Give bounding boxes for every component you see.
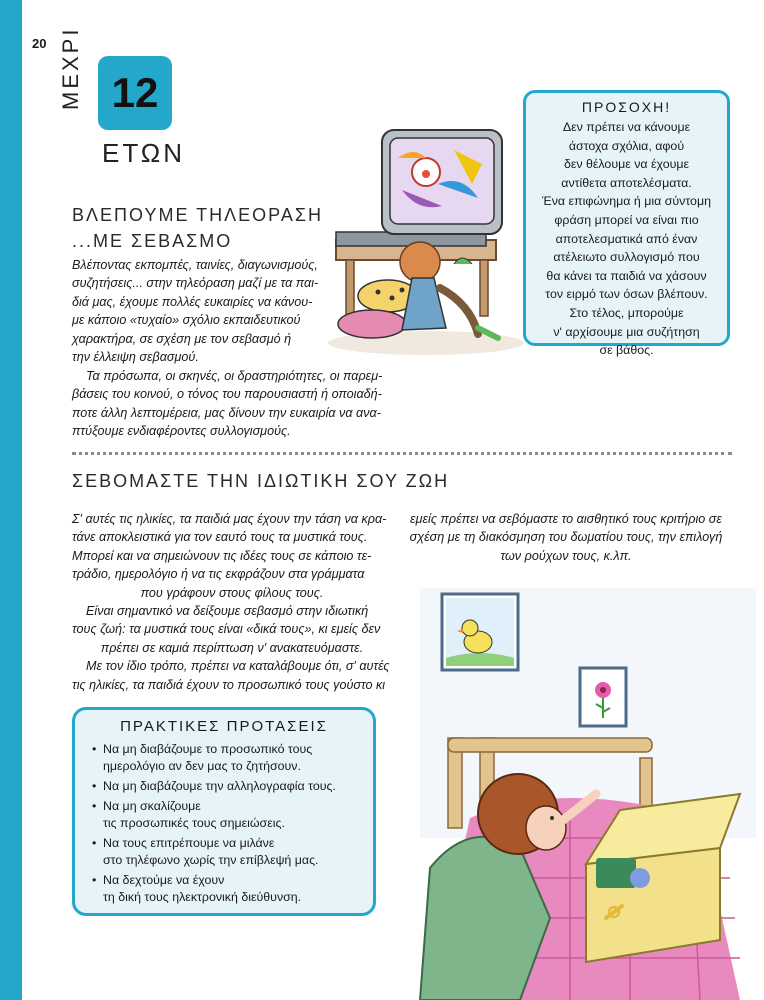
age-badge (98, 56, 172, 130)
text-line: Δεν πρέπει να κάνουμε (562, 120, 691, 134)
text-line: Με τον ίδιο τρόπο, πρέπει να καταλάβουμε ότι, σ' αυτές (86, 659, 390, 674)
notice-body (534, 118, 719, 360)
text-line: των ρούχων τους, κ.λπ. (500, 548, 632, 563)
age-number: 12 (111, 69, 159, 116)
page-number: 20 (32, 36, 47, 51)
section2-title: ΣΕΒΟΜΑΣΤΕ ΤΗΝ ΙΔΙΩΤΙΚΗ ΣΟΥ ΖΩΗ (72, 471, 450, 491)
age-prefix: ΜΕΧΡΙ (58, 26, 83, 110)
tips-title: ΠΡΑΚΤΙΚΕΣ ΠΡΟΤΑΣΕΙΣ (120, 718, 328, 735)
text-line: ατέλειωτο συλλογισμό που (553, 250, 700, 265)
section2-column2 (400, 510, 732, 565)
text-line: που γράφουν στους φίλους τους. (140, 585, 324, 600)
text-line: πρέπει σε καμιά περίπτωση ν' ανακατευόμαστε. (100, 640, 364, 655)
list-item (103, 835, 363, 869)
text-line: αντίθετα αποτελέσματα. (561, 175, 692, 190)
notice-title: ΠΡΟΣΟΧΗ! (581, 99, 672, 115)
text-line: την έλλειψη σεβασμού. (72, 350, 199, 365)
text-line: Ένα επιφώνημα ή μια σύντομη (542, 194, 711, 209)
section1-paragraph1 (72, 256, 344, 366)
text-line: ποτε άλλη λεπτομέρεια, μας δίνουν την ευκαιρία να ανα- (72, 405, 381, 420)
text-line: τις ηλικίες, τα παιδιά έχουν το προσωπικό τους γούστο κι (72, 677, 386, 692)
text-line: άστοχα σχόλια, αφού (568, 138, 685, 153)
text-line: τον ειρμό των όσων βλέπουν. (545, 287, 708, 302)
bedroom-child-illustration (400, 588, 764, 1000)
section1-title-line1: ΒΛΕΠΟΥΜΕ ΤΗΛΕΟΡΑΣΗ (72, 205, 323, 225)
tv-child-illustration (322, 128, 530, 360)
side-color-bar (0, 0, 22, 1000)
tip-line: τις προσωπικές τους σημειώσεις. (103, 816, 285, 830)
section1-title-line2: ...ΜΕ ΣΕΒΑΣΜΟ (72, 231, 233, 251)
tip-line: στο τηλέφωνο χωρίς την επίβλεψή μας. (103, 853, 319, 867)
section1-title (72, 202, 323, 254)
text-line: φράση μπορεί να είναι πιο (554, 212, 699, 227)
text-line: διά μας, έχουμε πολλές ευκαιρίες να κάνου- (72, 294, 313, 309)
text-line: δεν θέλουμε να έχουμε (563, 157, 690, 172)
text-line: Μπορεί και να σημειώνουν τις ιδέες τους σε κάποιο τε- (72, 548, 372, 563)
tip-line: • Να μη διαβάζουμε το προσωπικό τους (103, 742, 313, 756)
list-item (103, 778, 363, 795)
text-line: εμείς πρέπει να σεβόμαστε το αισθητικό τους κριτήριο σε (410, 512, 722, 526)
section1-paragraph2 (72, 367, 402, 441)
text-line: σχέση με τη διακόσμηση του δωματίου τους, την επιλογή (409, 530, 723, 545)
tip-line: • Να τους επιτρέπουμε να μιλάνε (103, 836, 275, 850)
section2-column1 (72, 510, 392, 694)
text-line: Βλέποντας εκπομπές, ταινίες, διαγωνισμούς, (72, 258, 318, 272)
tip-line: • Να μη σκαλίζουμε (103, 799, 201, 813)
list-item (103, 798, 363, 832)
text-line: Είναι σημαντικό να δείξουμε σεβασμό στην ιδιωτική (86, 604, 369, 619)
list-item (103, 741, 363, 775)
section-divider (72, 452, 732, 455)
text-line: με κάποιο «τυχαίο» σχόλιο εκπαιδευτικού (72, 313, 301, 328)
text-line: τους ζωή: τα μυστικά τους είναι «δικά τους», κι εμείς δεν (72, 622, 381, 637)
text-line: πτύξουμε ενδιαφέροντες συλλογισμούς. (72, 424, 291, 439)
notice-box (523, 90, 730, 358)
text-line: βάσεις του κοινού, ο τόνος του παρουσιαστή ή οποιαδή- (72, 387, 382, 402)
tip-line: • Να μη διαβάζουμε την αλληλογραφία τους. (103, 779, 336, 793)
text-line: σε βάθος. (599, 343, 654, 358)
text-line: Τα πρόσωπα, οι σκηνές, οι δραστηριότητες, οι παρεμ- (86, 369, 383, 383)
tip-line: τη δική τους ηλεκτρονική διεύθυνση. (103, 890, 302, 904)
text-line: τάνε αποκλειστικά για τον εαυτό τους τα μυστικά τους. (72, 530, 368, 545)
list-item (103, 872, 363, 906)
text-line: θα κάνει τα παιδιά να χάσουν (546, 268, 707, 283)
text-line: αποτελεσματικά από έναν (555, 231, 698, 246)
text-line: χαρακτήρα, σε σχέση με τον σεβασμό ή (72, 331, 292, 346)
age-suffix: ΕΤΩΝ (102, 138, 185, 168)
text-line: συζητήσεις... στην τηλεόραση μαζί με τα παι- (72, 276, 319, 291)
tip-line: • Να δεχτούμε να έχουν (103, 873, 225, 887)
text-line: Σ' αυτές τις ηλικίες, τα παιδιά μας έχουν την τάση να κρα- (72, 512, 387, 526)
text-line: τράδιο, ημερολόγιο ή να τις εκφράζουν στα γράμματα (72, 567, 365, 582)
text-line: Στο τέλος, μπορούμε (569, 305, 684, 320)
tips-box (72, 707, 376, 916)
tips-list (85, 741, 363, 906)
text-line: ν' αρχίσουμε μια συζήτηση (553, 324, 700, 339)
tip-line: ημερολόγιο αν δεν μας το ζητήσουν. (103, 759, 301, 773)
